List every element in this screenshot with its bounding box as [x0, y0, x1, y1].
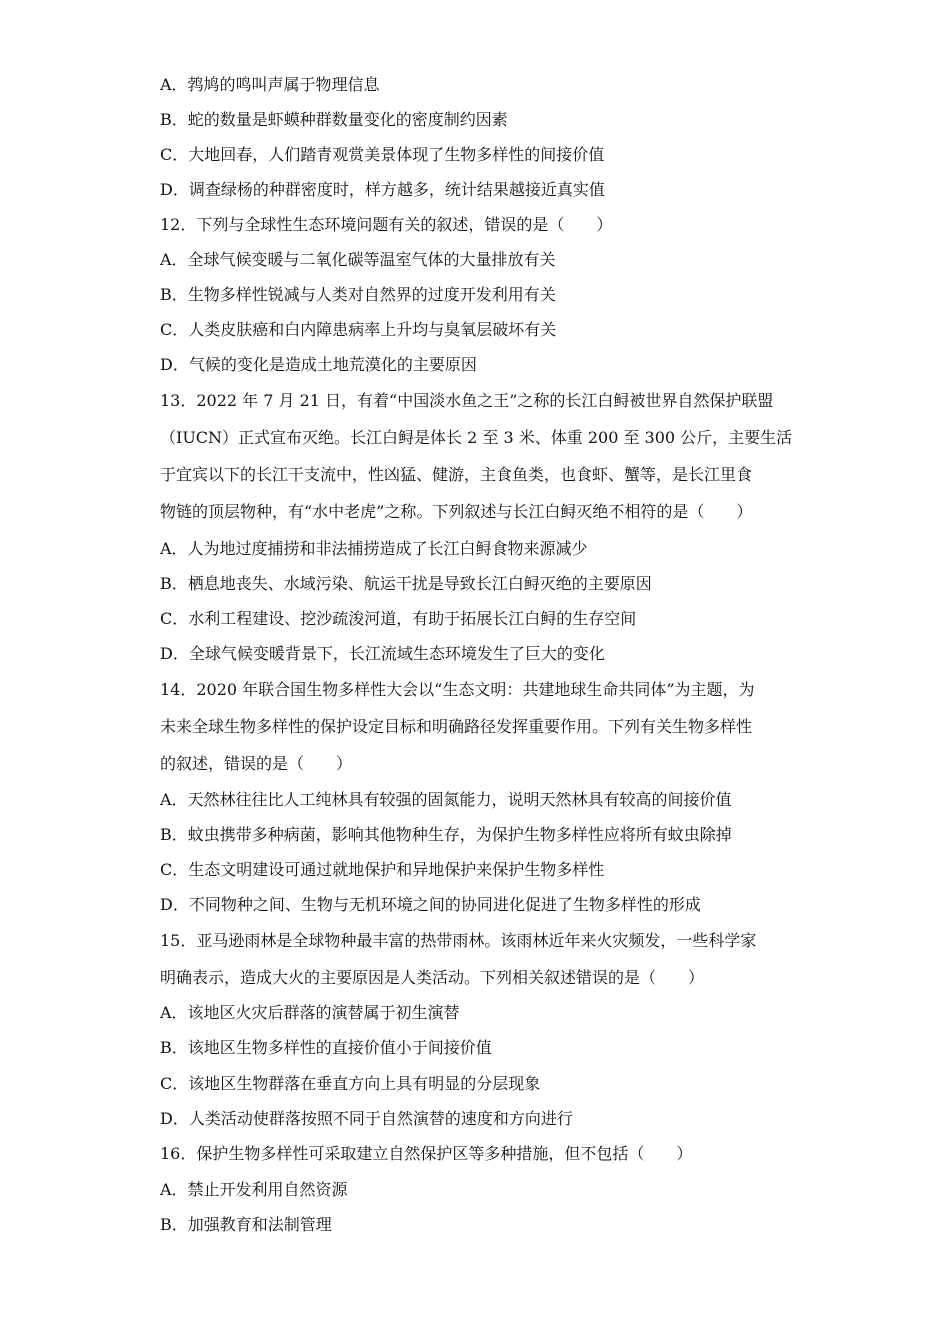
- q11-option-c: C．大地回春，人们踏青观赏美景体现了生物多样性的间接价值: [160, 145, 605, 164]
- q11-option-d: D．调查绿杨的种群密度时，样方越多，统计结果越接近真实值: [160, 180, 605, 199]
- q13-option-b: B．栖息地丧失、水域污染、航运干扰是导致长江白鲟灭绝的主要原因: [160, 574, 652, 593]
- q16-option-b: B．加强教育和法制管理: [160, 1215, 332, 1234]
- q15-stem-line-2: 明确表示，造成大火的主要原因是人类活动。下列相关叙述错误的是（ ）: [160, 968, 705, 987]
- q14-stem-line-2: 未来全球生物多样性的保护设定目标和明确路径发挥重要作用。下列有关生物多样性: [160, 717, 753, 736]
- q12-stem: 12．下列与全球性生态环境问题有关的叙述，错误的是（ ）: [160, 215, 613, 234]
- q13-option-c: C．水利工程建设、挖沙疏浚河道，有助于拓展长江白鲟的生存空间: [160, 609, 637, 628]
- q13-stem-line-2: （IUCN）正式宣布灭绝。长江白鲟是体长 2 至 3 米、体重 200 至 300 公斤，主要生活: [160, 428, 793, 447]
- q16-stem: 16．保护生物多样性可采取建立自然保护区等多种措施，但不包括（ ）: [160, 1144, 693, 1163]
- q12-option-b: B．生物多样性锐减与人类对自然界的过度开发利用有关: [160, 285, 556, 304]
- q12-option-a: A．全球气候变暖与二氧化碳等温室气体的大量排放有关: [160, 250, 556, 269]
- q14-option-a: A．天然林往往比人工纯林具有较强的固氮能力，说明天然林具有较高的间接价值: [160, 790, 732, 809]
- q14-option-c: C．生态文明建设可通过就地保护和异地保护来保护生物多样性: [160, 860, 605, 879]
- q14-option-b: B．蚊虫携带多种病菌，影响其他物种生存，为保护生物多样性应将所有蚊虫除掉: [160, 825, 732, 844]
- q15-option-a: A．该地区火灾后群落的演替属于初生演替: [160, 1003, 460, 1022]
- q13-stem-line-1: 13．2022 年 7 月 21 日，有着“中国淡水鱼之王”之称的长江白鲟被世界自然保护联盟: [160, 391, 774, 410]
- q15-option-b: B．该地区生物多样性的直接价值小于间接价值: [160, 1038, 492, 1057]
- q14-option-d: D．不同物种之间、生物与无机环境之间的协同进化促进了生物多样性的形成: [160, 895, 701, 914]
- q11-option-a: A．鹁鸠的鸣叫声属于物理信息: [160, 75, 380, 94]
- q15-option-c: C．该地区生物群落在垂直方向上具有明显的分层现象: [160, 1074, 541, 1093]
- q16-option-a: A．禁止开发利用自然资源: [160, 1180, 348, 1199]
- q12-option-c: C．人类皮肤癌和白内障患病率上升均与臭氧层破坏有关: [160, 320, 557, 339]
- q14-stem-line-1: 14．2020 年联合国生物多样性大会以“生态文明：共建地球生命共同体”为主题，为: [160, 680, 755, 699]
- q12-option-d: D．气候的变化是造成土地荒漠化的主要原因: [160, 355, 477, 374]
- q13-stem-line-4: 物链的顶层物种，有“水中老虎”之称。下列叙述与长江白鲟灭绝不相符的是（ ）: [160, 502, 753, 521]
- q15-stem-line-1: 15．亚马逊雨林是全球物种最丰富的热带雨林。该雨林近年来火灾频发，一些科学家: [160, 931, 757, 950]
- q13-stem-line-3: 于宜宾以下的长江干支流中，性凶猛、健游，主食鱼类，也食虾、蟹等，是长江里食: [160, 465, 753, 484]
- q11-option-b: B．蛇的数量是虾蟆种群数量变化的密度制约因素: [160, 110, 508, 129]
- q13-option-d: D．全球气候变暖背景下，长江流域生态环境发生了巨大的变化: [160, 644, 605, 663]
- q13-option-a: A．人为地过度捕捞和非法捕捞造成了长江白鲟食物来源减少: [160, 539, 588, 558]
- q14-stem-line-3: 的叙述，错误的是（ ）: [160, 754, 353, 773]
- q15-option-d: D．人类活动使群落按照不同于自然演替的速度和方向进行: [160, 1109, 573, 1128]
